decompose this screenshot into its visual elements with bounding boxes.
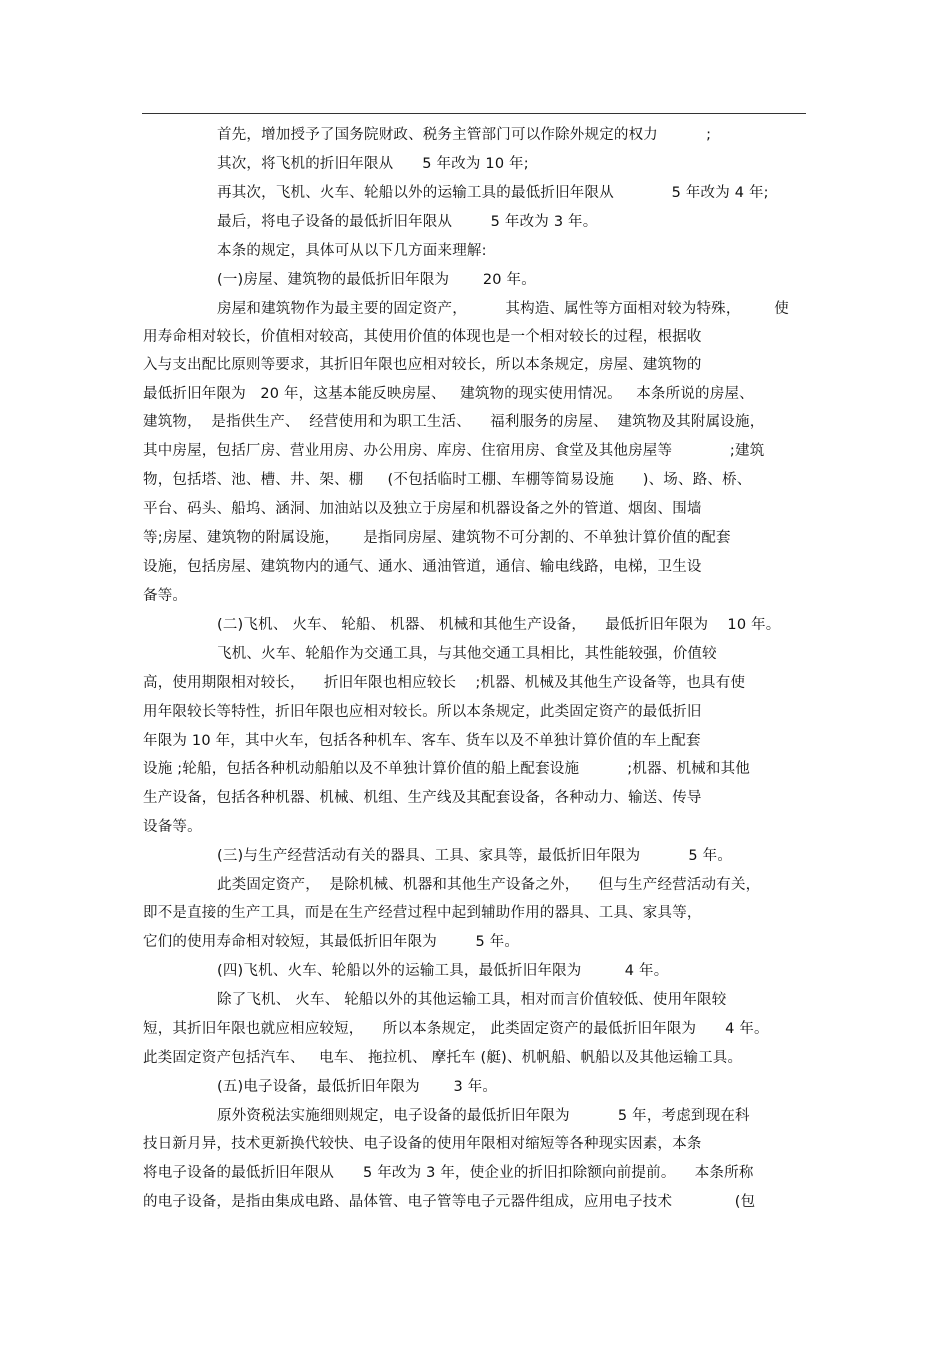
- text-line: 此类固定资产， 是除机械、机器和其他生产设备之外， 但与生产经营活动有关，: [217, 877, 761, 893]
- text-line: 短，其折旧年限也就应相应较短， 所以本条规定， 此类固定资产的最低折旧年限为 4 年。: [143, 1021, 769, 1037]
- text-line: 其次，将飞机的折旧年限从 5 年改为 10 年;: [217, 156, 529, 172]
- text-line: 技日新月异，技术更新换代较快、电子设备的使用年限相对缩短等各种现实因素，本条: [143, 1136, 702, 1152]
- text-line: 首先，增加授予了国务院财政、税务主管部门可以作除外规定的权力 ;: [217, 127, 712, 143]
- text-line: 再其次，飞机、火车、轮船以外的运输工具的最低折旧年限从 5 年改为 4 年;: [217, 185, 769, 201]
- text-line: 备等。: [143, 588, 188, 604]
- text-line: 本条的规定，具体可从以下几方面来理解:: [217, 243, 487, 259]
- text-line: 平台、码头、船坞、涵洞、加油站以及独立于房屋和机器设备之外的管道、烟囱、围墙: [143, 501, 702, 517]
- text-line: 等;房屋、建筑物的附属设施， 是指同房屋、建筑物不可分割的、不单独计算价值的配套: [143, 530, 731, 546]
- text-line: 除了飞机、 火车、 轮船以外的其他运输工具，相对而言价值较低、使用年限较: [217, 992, 727, 1008]
- text-line: 入与支出配比原则等要求，其折旧年限也应相对较长，所以本条规定，房屋、建筑物的: [143, 357, 702, 373]
- text-line: 原外资税法实施细则规定，电子设备的最低折旧年限为 5 年，考虑到现在科: [217, 1108, 750, 1124]
- text-line: 它们的使用寿命相对较短，其最低折旧年限为 5 年。: [143, 934, 520, 950]
- text-line: (五)电子设备，最低折旧年限为 3 年。: [217, 1079, 498, 1095]
- text-line: 最后，将电子设备的最低折旧年限从 5 年改为 3 年。: [217, 214, 598, 230]
- text-line: 年限为 10 年，其中火车，包括各种机车、客车、货车以及不单独计算价值的车上配套: [143, 733, 701, 749]
- text-line: 设施，包括房屋、建筑物内的通气、通水、通油管道，通信、输电线路，电梯，卫生设: [143, 559, 702, 575]
- text-line: 此类固定资产包括汽车、 电车、 拖拉机、 摩托车 (艇)、机帆船、帆船以及其他运输工具。: [143, 1050, 743, 1066]
- text-line: 生产设备，包括各种机器、机械、机组、生产线及其配套设备，各种动力、输送、传导: [143, 790, 702, 806]
- text-line: (三)与生产经营活动有关的器具、工具、家具等，最低折旧年限为 5 年。: [217, 848, 733, 864]
- header-rule: [142, 113, 806, 114]
- text-line: 建筑物， 是指供生产、 经营使用和为职工生活、 福利服务的房屋、 建筑物及其附属设施，: [143, 414, 765, 430]
- text-line: 飞机、火车、轮船作为交通工具，与其他交通工具相比，其性能较强，价值较: [217, 646, 717, 662]
- text-line: (四)飞机、火车、轮船以外的运输工具，最低折旧年限为 4 年。: [217, 963, 669, 979]
- text-line: 高，使用期限相对较长， 折旧年限也相应较长 ;机器、机械及其他生产设备等，也具有使: [143, 675, 746, 691]
- text-line: 物，包括塔、池、槽、井、架、棚 (不包括临时工棚、车棚等简易设施 )、场、路、桥、: [143, 472, 752, 488]
- text-line: 的电子设备，是指由集成电路、晶体管、电子管等电子元器件组成，应用电子技术 (包: [143, 1194, 756, 1210]
- text-line: (一)房屋、建筑物的最低折旧年限为 20 年。: [217, 272, 536, 288]
- text-line: 设备等。: [143, 819, 202, 835]
- text-line: 即不是直接的生产工具，而是在生产经营过程中起到辅助作用的器具、工具、家具等，: [143, 905, 702, 921]
- text-line: 将电子设备的最低折旧年限从 5 年改为 3 年，使企业的折旧扣除额向前提前。 本条所称: [143, 1165, 754, 1181]
- text-line: 房屋和建筑物作为最主要的固定资产， 其构造、属性等方面相对较为特殊， 使: [217, 301, 789, 317]
- text-line: 设施 ;轮船，包括各种机动船舶以及不单独计算价值的船上配套设施 ;机器、机械和其他: [143, 761, 750, 777]
- text-line: 用寿命相对较长，价值相对较高，其使用价值的体现也是一个相对较长的过程，根据收: [143, 329, 702, 345]
- text-line: (二)飞机、 火车、 轮船、 机器、 机械和其他生产设备， 最低折旧年限为 10 年。: [217, 617, 781, 633]
- text-line: 最低折旧年限为 20 年，这基本能反映房屋、 建筑物的现实使用情况。 本条所说的房屋、: [143, 386, 754, 402]
- text-line: 其中房屋，包括厂房、营业用房、办公用房、库房、住宿用房、食堂及其他房屋等 ;建筑: [143, 443, 765, 459]
- text-line: 用年限较长等特性，折旧年限也应相对较长。所以本条规定，此类固定资产的最低折旧: [143, 704, 702, 720]
